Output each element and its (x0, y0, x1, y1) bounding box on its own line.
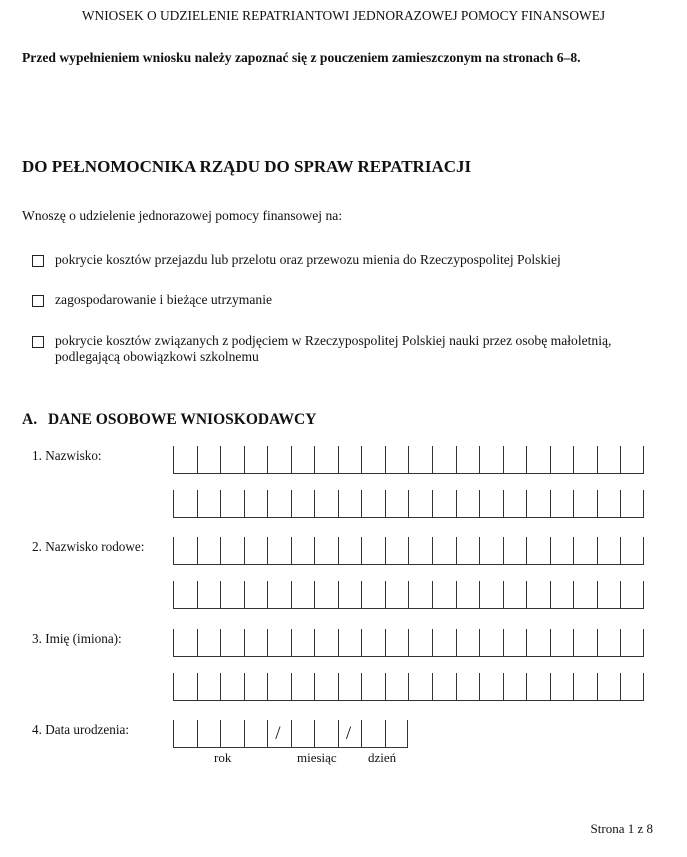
character-cell[interactable] (408, 490, 432, 518)
character-cell[interactable] (338, 581, 362, 609)
character-cell[interactable] (291, 581, 315, 609)
first-names-label: 3. Imię (imiona): (32, 631, 122, 646)
character-cell[interactable] (550, 673, 574, 701)
maiden-name-input-row-2[interactable] (173, 581, 644, 609)
character-cell[interactable] (408, 581, 432, 609)
character-cell[interactable] (503, 673, 527, 701)
character-cell[interactable] (244, 446, 268, 474)
character-cell[interactable] (361, 537, 385, 565)
month-caption: miesiąc (297, 750, 337, 765)
option-travel-costs (32, 252, 561, 268)
character-cell[interactable] (291, 490, 315, 518)
character-cell[interactable] (244, 629, 268, 657)
character-cell[interactable] (456, 537, 480, 565)
month-digit-cell[interactable] (291, 720, 315, 748)
character-cell[interactable] (620, 629, 644, 657)
maiden-name-input-row-1[interactable] (173, 537, 644, 565)
character-cell[interactable] (314, 537, 338, 565)
character-cell[interactable] (197, 673, 221, 701)
character-cell[interactable] (573, 629, 597, 657)
character-cell[interactable] (526, 490, 550, 518)
checkbox-education[interactable] (32, 336, 44, 348)
character-cell[interactable] (432, 446, 456, 474)
character-cell[interactable] (432, 673, 456, 701)
year-digit-cell[interactable] (244, 720, 268, 748)
character-cell[interactable] (503, 629, 527, 657)
character-cell[interactable] (456, 629, 480, 657)
checkbox-travel-costs[interactable] (32, 255, 44, 267)
character-cell[interactable] (338, 629, 362, 657)
year-digit-cell[interactable] (173, 720, 197, 748)
character-cell[interactable] (432, 490, 456, 518)
option-label: zagospodarowanie i bieżące utrzymanie (55, 292, 273, 307)
character-cell[interactable] (173, 490, 197, 518)
birth-date-input[interactable] (173, 720, 408, 748)
character-cell[interactable] (620, 446, 644, 474)
date-separator: / (275, 723, 281, 744)
character-cell[interactable] (503, 490, 527, 518)
character-cell[interactable] (432, 537, 456, 565)
character-cell[interactable] (550, 629, 574, 657)
character-cell[interactable] (361, 673, 385, 701)
character-cell[interactable] (408, 537, 432, 565)
request-intro: Wnoszę o udzielenie jednorazowej pomocy finansowej na: (22, 208, 343, 223)
character-cell[interactable] (526, 446, 550, 474)
character-cell[interactable] (220, 629, 244, 657)
character-cell[interactable] (620, 490, 644, 518)
character-cell[interactable] (479, 446, 503, 474)
character-cell[interactable] (456, 581, 480, 609)
character-cell[interactable] (550, 581, 574, 609)
day-digit-cell[interactable] (361, 720, 385, 748)
character-cell[interactable] (597, 629, 621, 657)
character-cell[interactable] (573, 673, 597, 701)
maiden-name-label: 2. Nazwisko rodowe: (32, 539, 145, 554)
document-title: WNIOSEK O UDZIELENIE REPATRIANTOWI JEDNORAZOWEJ POMOCY FINANSOWEJ (81, 8, 606, 23)
character-cell[interactable] (479, 537, 503, 565)
character-cell[interactable] (220, 581, 244, 609)
character-cell[interactable] (267, 490, 291, 518)
character-cell[interactable] (173, 629, 197, 657)
character-cell[interactable] (456, 490, 480, 518)
character-cell[interactable] (291, 673, 315, 701)
character-cell[interactable] (267, 581, 291, 609)
date-separator-cell (338, 720, 362, 748)
character-cell[interactable] (338, 673, 362, 701)
character-cell[interactable] (220, 446, 244, 474)
addressee-heading: DO PEŁNOMOCNIKA RZĄDU DO SPRAW REPATRIACJI (22, 157, 472, 176)
character-cell[interactable] (361, 490, 385, 518)
character-cell[interactable] (291, 629, 315, 657)
character-cell[interactable] (597, 537, 621, 565)
character-cell[interactable] (526, 581, 550, 609)
day-caption: dzień (368, 750, 397, 765)
character-cell[interactable] (408, 446, 432, 474)
surname-label: 1. Nazwisko: (32, 448, 102, 463)
character-cell[interactable] (314, 446, 338, 474)
character-cell[interactable] (408, 629, 432, 657)
character-cell[interactable] (361, 629, 385, 657)
character-cell[interactable] (479, 581, 503, 609)
month-digit-cell[interactable] (314, 720, 338, 748)
character-cell[interactable] (173, 581, 197, 609)
first-names-input-row-2[interactable] (173, 673, 644, 701)
character-cell[interactable] (479, 629, 503, 657)
character-cell[interactable] (267, 446, 291, 474)
date-separator-cell (267, 720, 291, 748)
character-cell[interactable] (220, 490, 244, 518)
character-cell[interactable] (620, 673, 644, 701)
character-cell[interactable] (314, 629, 338, 657)
character-cell[interactable] (573, 490, 597, 518)
option-education (32, 333, 611, 365)
character-cell[interactable] (338, 490, 362, 518)
character-cell[interactable] (173, 537, 197, 565)
character-cell[interactable] (197, 581, 221, 609)
character-cell[interactable] (267, 537, 291, 565)
character-cell[interactable] (432, 581, 456, 609)
character-cell[interactable] (173, 446, 197, 474)
character-cell[interactable] (338, 537, 362, 565)
character-cell[interactable] (314, 581, 338, 609)
character-cell[interactable] (197, 446, 221, 474)
character-cell[interactable] (408, 673, 432, 701)
character-cell[interactable] (267, 629, 291, 657)
character-cell[interactable] (385, 629, 409, 657)
character-cell[interactable] (385, 537, 409, 565)
character-cell[interactable] (550, 490, 574, 518)
first-names-input-row-1[interactable] (173, 629, 644, 657)
character-cell[interactable] (385, 490, 409, 518)
character-cell[interactable] (361, 446, 385, 474)
character-cell[interactable] (597, 490, 621, 518)
character-cell[interactable] (197, 490, 221, 518)
option-label-line1: pokrycie kosztów związanych z podjęciem w Rzeczypospolitej Polskiej nauki przez osobę małoletnią, (55, 333, 612, 348)
character-cell[interactable] (385, 446, 409, 474)
section-a-heading (22, 411, 316, 429)
character-cell[interactable] (338, 446, 362, 474)
surname-input-row-2[interactable] (173, 490, 644, 518)
character-cell[interactable] (244, 581, 268, 609)
checkbox-settlement[interactable] (32, 295, 44, 307)
character-cell[interactable] (503, 446, 527, 474)
character-cell[interactable] (479, 673, 503, 701)
character-cell[interactable] (597, 446, 621, 474)
character-cell[interactable] (244, 490, 268, 518)
character-cell[interactable] (291, 446, 315, 474)
character-cell[interactable] (244, 537, 268, 565)
day-digit-cell[interactable] (385, 720, 409, 748)
option-settlement (32, 292, 272, 308)
birth-date-label: 4. Data urodzenia: (32, 722, 130, 737)
character-cell[interactable] (432, 629, 456, 657)
option-label (55, 333, 611, 365)
section-title: DANE OSOBOWE WNIOSKODAWCY (48, 411, 317, 428)
character-cell[interactable] (385, 673, 409, 701)
character-cell[interactable] (526, 537, 550, 565)
year-digit-cell[interactable] (220, 720, 244, 748)
character-cell[interactable] (291, 537, 315, 565)
character-cell[interactable] (550, 446, 574, 474)
character-cell[interactable] (267, 673, 291, 701)
character-cell[interactable] (573, 446, 597, 474)
character-cell[interactable] (620, 537, 644, 565)
character-cell[interactable] (573, 581, 597, 609)
character-cell[interactable] (620, 581, 644, 609)
option-label-line2: podlegającą obowiązkowi szkolnemu (55, 349, 259, 364)
date-separator: / (345, 723, 352, 744)
character-cell[interactable] (197, 537, 221, 565)
character-cell[interactable] (244, 673, 268, 701)
character-cell[interactable] (456, 446, 480, 474)
option-label: pokrycie kosztów przejazdu lub przelotu oraz przewozu mienia do Rzeczypospolitej Polskiej (55, 252, 561, 267)
character-cell[interactable] (526, 673, 550, 701)
character-cell[interactable] (314, 490, 338, 518)
character-cell[interactable] (503, 537, 527, 565)
year-digit-cell[interactable] (197, 720, 221, 748)
surname-input-row-1[interactable] (173, 446, 644, 474)
character-cell[interactable] (197, 629, 221, 657)
character-cell[interactable] (385, 581, 409, 609)
character-cell[interactable] (573, 537, 597, 565)
character-cell[interactable] (526, 629, 550, 657)
character-cell[interactable] (173, 673, 197, 701)
year-caption: rok (214, 750, 232, 765)
section-letter: A. (22, 411, 38, 428)
character-cell[interactable] (220, 537, 244, 565)
character-cell[interactable] (550, 537, 574, 565)
character-cell[interactable] (597, 673, 621, 701)
character-cell[interactable] (314, 673, 338, 701)
instruction-notice: Przed wypełnieniem wniosku należy zapoznać się z pouczeniem zamieszczonym na stronach 6–8. (22, 50, 581, 65)
character-cell[interactable] (479, 490, 503, 518)
character-cell[interactable] (503, 581, 527, 609)
character-cell[interactable] (361, 581, 385, 609)
page-number: Strona 1 z 8 (590, 821, 653, 836)
character-cell[interactable] (220, 673, 244, 701)
character-cell[interactable] (456, 673, 480, 701)
character-cell[interactable] (597, 581, 621, 609)
